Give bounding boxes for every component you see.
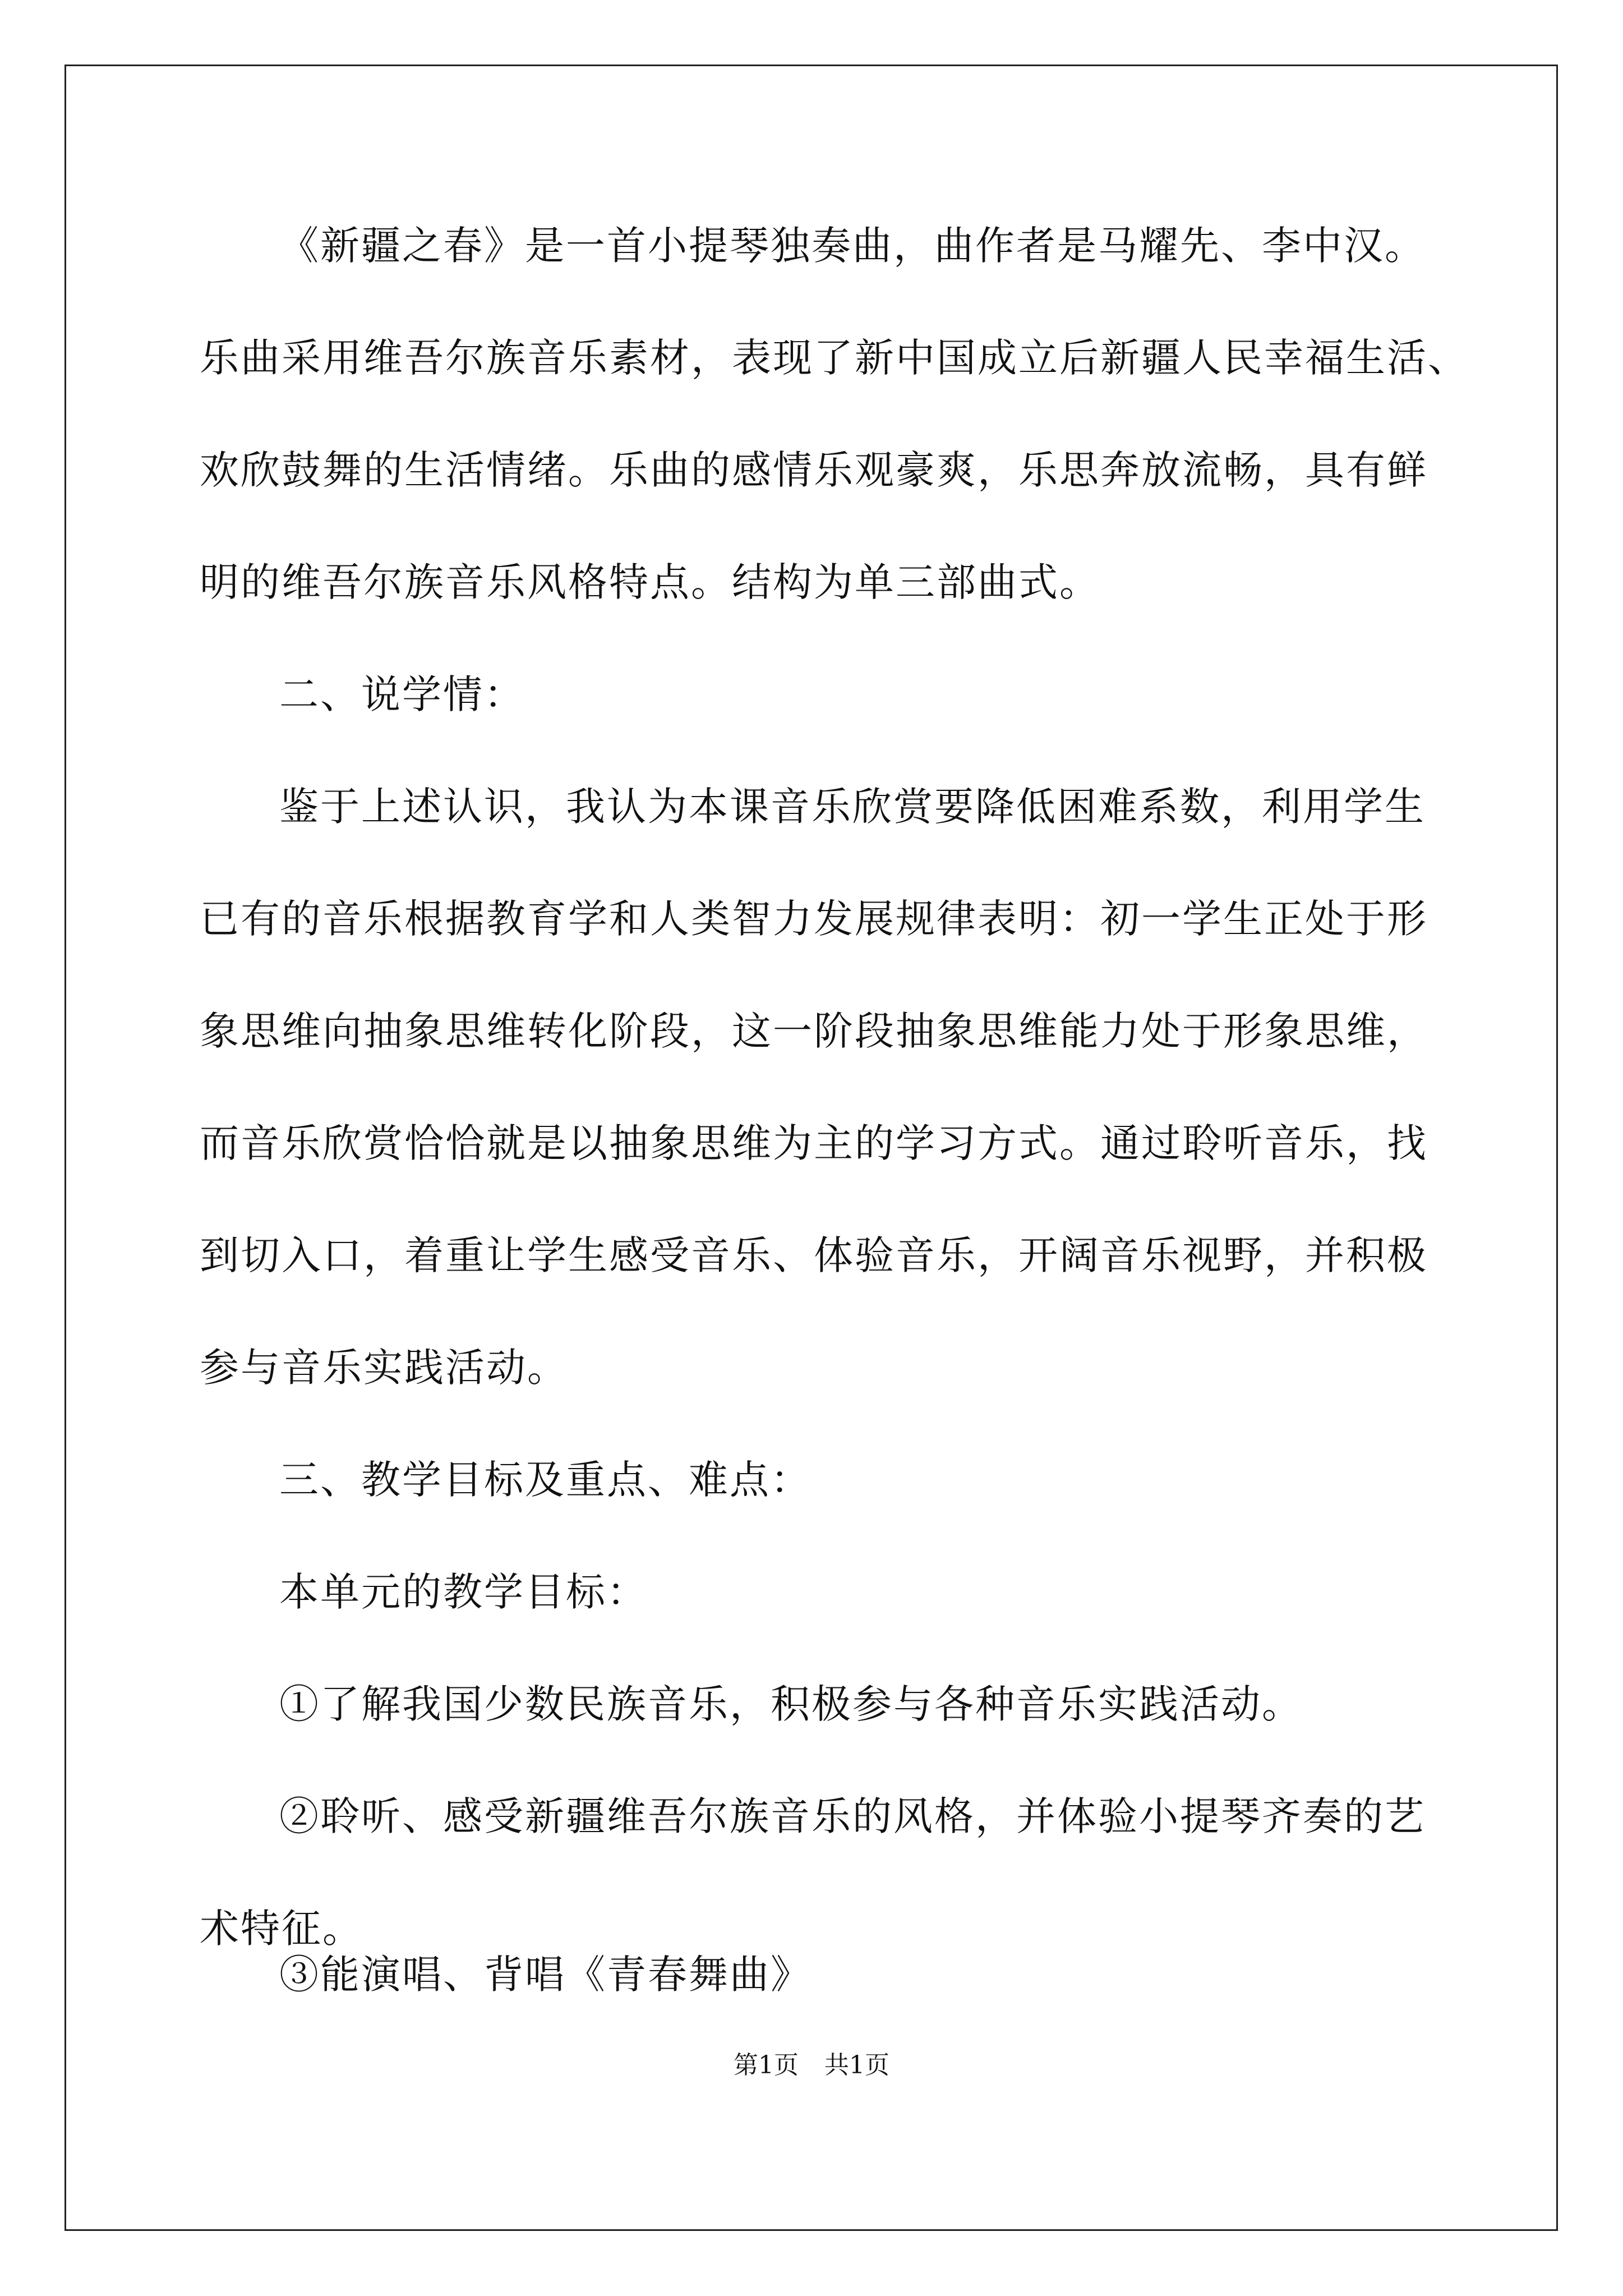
list-item: ①了解我国少数民族音乐，积极参与各种音乐实践活动。 [279,1681,1303,1727]
paragraph-line: 已有的音乐根据教育学和人类智力发展规律表明：初一学生正处于形 [200,896,1428,942]
paragraph-line: 本单元的教学目标： [279,1569,648,1615]
paragraph-line: 象思维向抽象思维转化阶段，这一阶段抽象思维能力处于形象思维， [200,1008,1428,1054]
paragraph-line: 参与音乐实践活动。 [200,1345,568,1391]
paragraph-line: 而音乐欣赏恰恰就是以抽象思维为主的学习方式。通过聆听音乐，找 [200,1120,1428,1166]
paragraph-line: 到切入口，着重让学生感受音乐、体验音乐，开阔音乐视野，并积极 [200,1232,1428,1278]
paragraph-line: 《新疆之春》是一首小提琴独奏曲，曲作者是马耀先、李中汉。 [279,223,1426,269]
paragraph-line: 乐曲采用维吾尔族音乐素材，表现了新中国成立后新疆人民幸福生活、 [200,335,1469,381]
list-item: ②聆听、感受新疆维吾尔族音乐的风格，并体验小提琴齐奏的艺 [279,1793,1426,1839]
list-item: ③能演唱、背唱《青春舞曲》 [279,1952,811,1998]
section-heading: 二、说学情： [279,671,525,717]
page-number: 第1页 [734,2051,799,2079]
section-heading: 三、教学目标及重点、难点： [279,1457,811,1503]
page-footer [0,2053,1623,2078]
page-total: 共1页 [824,2051,889,2079]
paragraph-line: 鉴于上述认识，我认为本课音乐欣赏要降低困难系数，利用学生 [279,784,1426,830]
list-item-continuation: 术特征。 [200,1906,363,1952]
paragraph-line: 欢欣鼓舞的生活情绪。乐曲的感情乐观豪爽，乐思奔放流畅，具有鲜 [200,447,1428,493]
paragraph-line: 明的维吾尔族音乐风格特点。结构为单三部曲式。 [200,559,1100,605]
